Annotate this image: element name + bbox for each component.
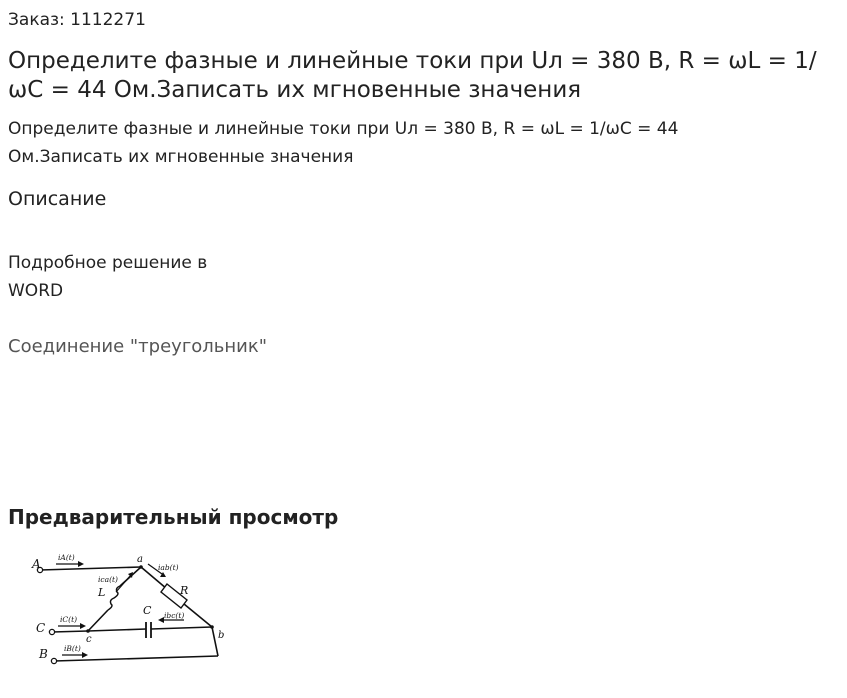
connection-type-text: Соединение "треугольник" — [8, 336, 268, 357]
description-text: Подробное решение в WORD — [8, 253, 208, 301]
node-b — [210, 625, 214, 629]
label-A: A — [32, 557, 41, 571]
terminal-C — [49, 629, 54, 634]
order-number: Заказ: 1112271 — [8, 10, 146, 30]
label-inductor: L — [98, 586, 106, 599]
wire-A-a — [40, 567, 141, 570]
label-current-B: iB(t) — [64, 644, 81, 653]
label-current-bc: ibc(t) — [164, 611, 185, 620]
node-c — [86, 629, 90, 633]
label-node-a: a — [137, 554, 143, 565]
wire-C-c — [52, 631, 88, 632]
label-capacitor: C — [143, 604, 152, 617]
delta-circuit-diagram — [22, 548, 232, 670]
label-current-C: iC(t) — [60, 615, 78, 624]
label-node-c: c — [86, 634, 92, 645]
label-current-ca: ica(t) — [98, 575, 118, 584]
label-B: B — [39, 647, 48, 661]
circuit-diagram-preview — [22, 548, 232, 670]
label-C: C — [36, 621, 46, 635]
label-current-A: iA(t) — [58, 553, 75, 562]
label-current-ab: iab(t) — [158, 563, 179, 572]
description-heading: Описание — [8, 188, 107, 210]
wire-B-b — [54, 656, 218, 661]
label-resistor: R — [180, 584, 189, 597]
task-statement: Определите фазные и линейные токи при Uл = 380 В, R = ωL = 1/ωC = 44 Ом.Записать их мгновенные значения — [8, 119, 679, 167]
preview-heading: Предварительный просмотр — [8, 505, 339, 529]
page-title: Определите фазные и линейные токи при Uл = 380 В, R = ωL = 1/ωC = 44 Ом.Записать их мгновенные значения — [8, 48, 817, 103]
terminal-B — [51, 658, 56, 663]
label-node-b: b — [218, 630, 225, 641]
node-a — [139, 565, 143, 569]
